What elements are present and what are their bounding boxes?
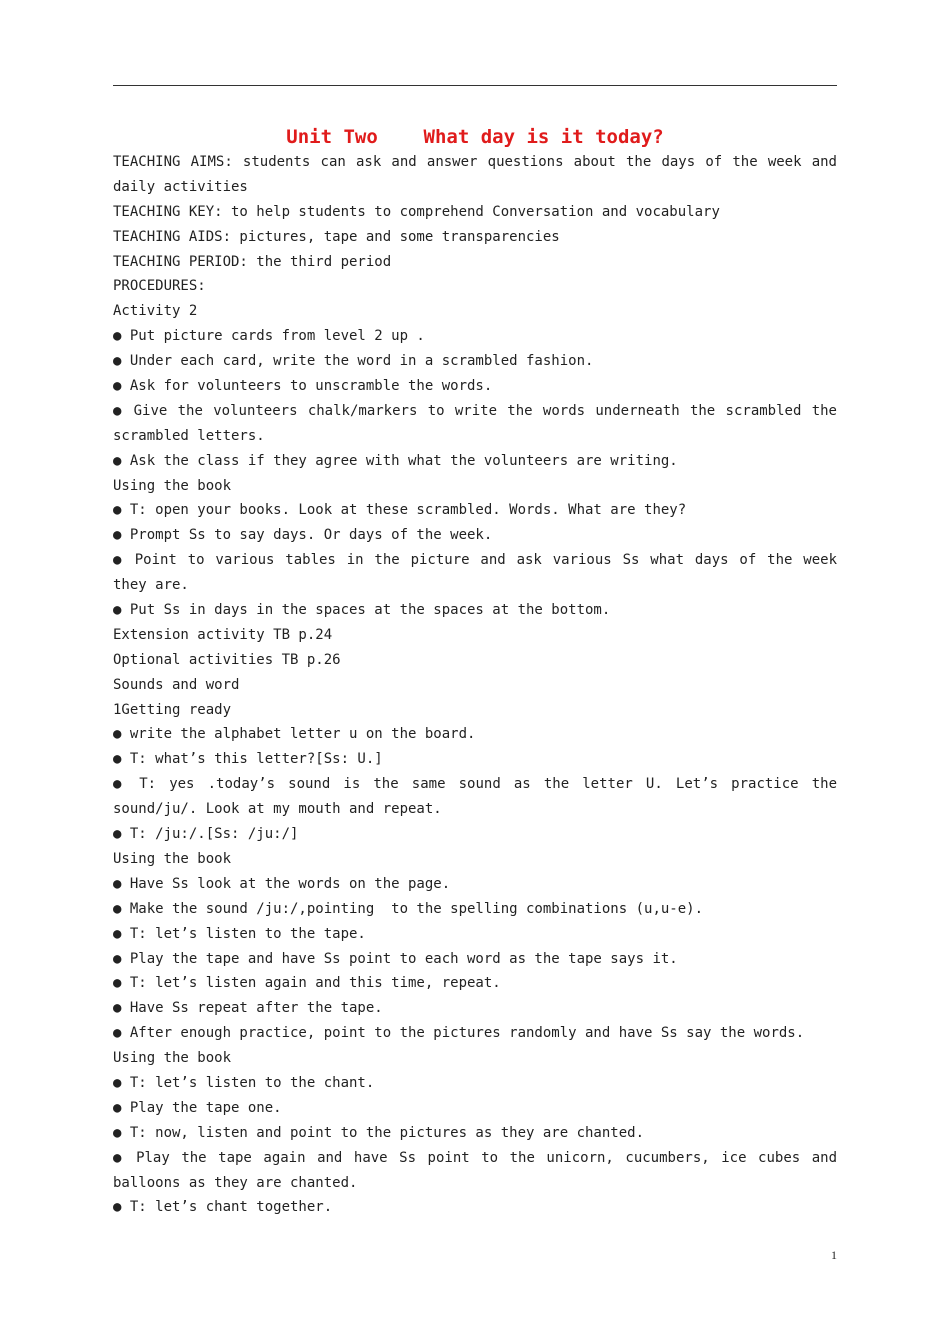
text-line: ● T: let’s listen to the chant. (113, 1074, 375, 1091)
text-line: ● Point to various tables in the picture and ask various Ss what days of the week (113, 552, 837, 569)
text-line: ● Play the tape one. (113, 1099, 282, 1116)
text-line: ● Have Ss repeat after the tape. (113, 1000, 383, 1017)
text-line: Activity 2 (113, 303, 198, 320)
text-line: ● Prompt Ss to say days. Or days of the week. (113, 527, 493, 544)
header-rule (113, 85, 837, 86)
text-line: ● T: yes .today’s sound is the same sound as the letter U. Let’s practice the (113, 776, 837, 793)
text-line: Extension activity TB p.24 (113, 626, 333, 643)
text-line: ● Put picture cards from level 2 up . (113, 328, 425, 345)
text-line: ● Ask for volunteers to unscramble the words. (113, 378, 493, 395)
text-line: 1Getting ready (113, 701, 232, 718)
text-line: ● Play the tape again and have Ss point to the unicorn, cucumbers, ice cubes and (113, 1149, 837, 1166)
text-line: daily activities (113, 178, 248, 195)
text-line: ● T: now, listen and point to the pictures as they are chanted. (113, 1124, 645, 1141)
text-line: ● T: open your books. Look at these scrambled. Words. What are they? (113, 502, 687, 519)
text-line: Using the book (113, 477, 232, 494)
text-line: ● T: /ju:/.[Ss: /ju:/] (113, 826, 299, 843)
text-line: Using the book (113, 1050, 232, 1067)
text-line: ● Under each card, write the word in a scrambled fashion. (113, 353, 594, 370)
text-line: Sounds and word (113, 676, 240, 693)
text-line: TEACHING KEY: to help students to comprehend Conversation and vocabulary (113, 203, 720, 220)
text-line: ● T: let’s listen to the tape. (113, 925, 366, 942)
text-line: Using the book (113, 850, 232, 867)
text-line: they are. (113, 577, 189, 594)
text-line: ● After enough practice, point to the pictures randomly and have Ss say the words. (113, 1025, 805, 1042)
text-line: TEACHING PERIOD: the third period (113, 253, 392, 270)
text-line: ● T: let’s chant together. (113, 1199, 333, 1216)
text-line: balloons as they are chanted. (113, 1174, 358, 1191)
text-line: Optional activities TB p.26 (113, 651, 341, 668)
text-line: TEACHING AIMS: students can ask and answer questions about the days of the week and (113, 154, 837, 170)
page-number: 1 (831, 1248, 837, 1262)
text-line: ● Play the tape and have Ss point to each word as the tape says it. (113, 950, 678, 967)
text-line: ● T: let’s listen again and this time, repeat. (113, 975, 501, 992)
text-line: scrambled letters. (113, 427, 265, 444)
text-line: ● Make the sound /ju:/,pointing to the spelling combinations (u,u-e). (113, 900, 704, 917)
text-line: sound/ju/. Look at my mouth and repeat. (113, 801, 442, 818)
text-line: PROCEDURES: (113, 278, 206, 295)
text-line: ● Give the volunteers chalk/markers to write the words underneath the scrambled the (113, 402, 837, 419)
document-body (113, 150, 837, 1220)
text-line: ● Have Ss look at the words on the page. (113, 875, 451, 892)
text-line: ● T: what’s this letter?[Ss: U.] (113, 751, 383, 768)
text-line: TEACHING AIDS: pictures, tape and some transparencies (113, 228, 560, 245)
document-title: Unit Two What day is it today? (286, 126, 664, 148)
text-line: ● Ask the class if they agree with what the volunteers are writing. (113, 452, 678, 469)
text-line: ● Put Ss in days in the spaces at the spaces at the bottom. (113, 602, 611, 619)
text-line: ● write the alphabet letter u on the board. (113, 726, 476, 743)
